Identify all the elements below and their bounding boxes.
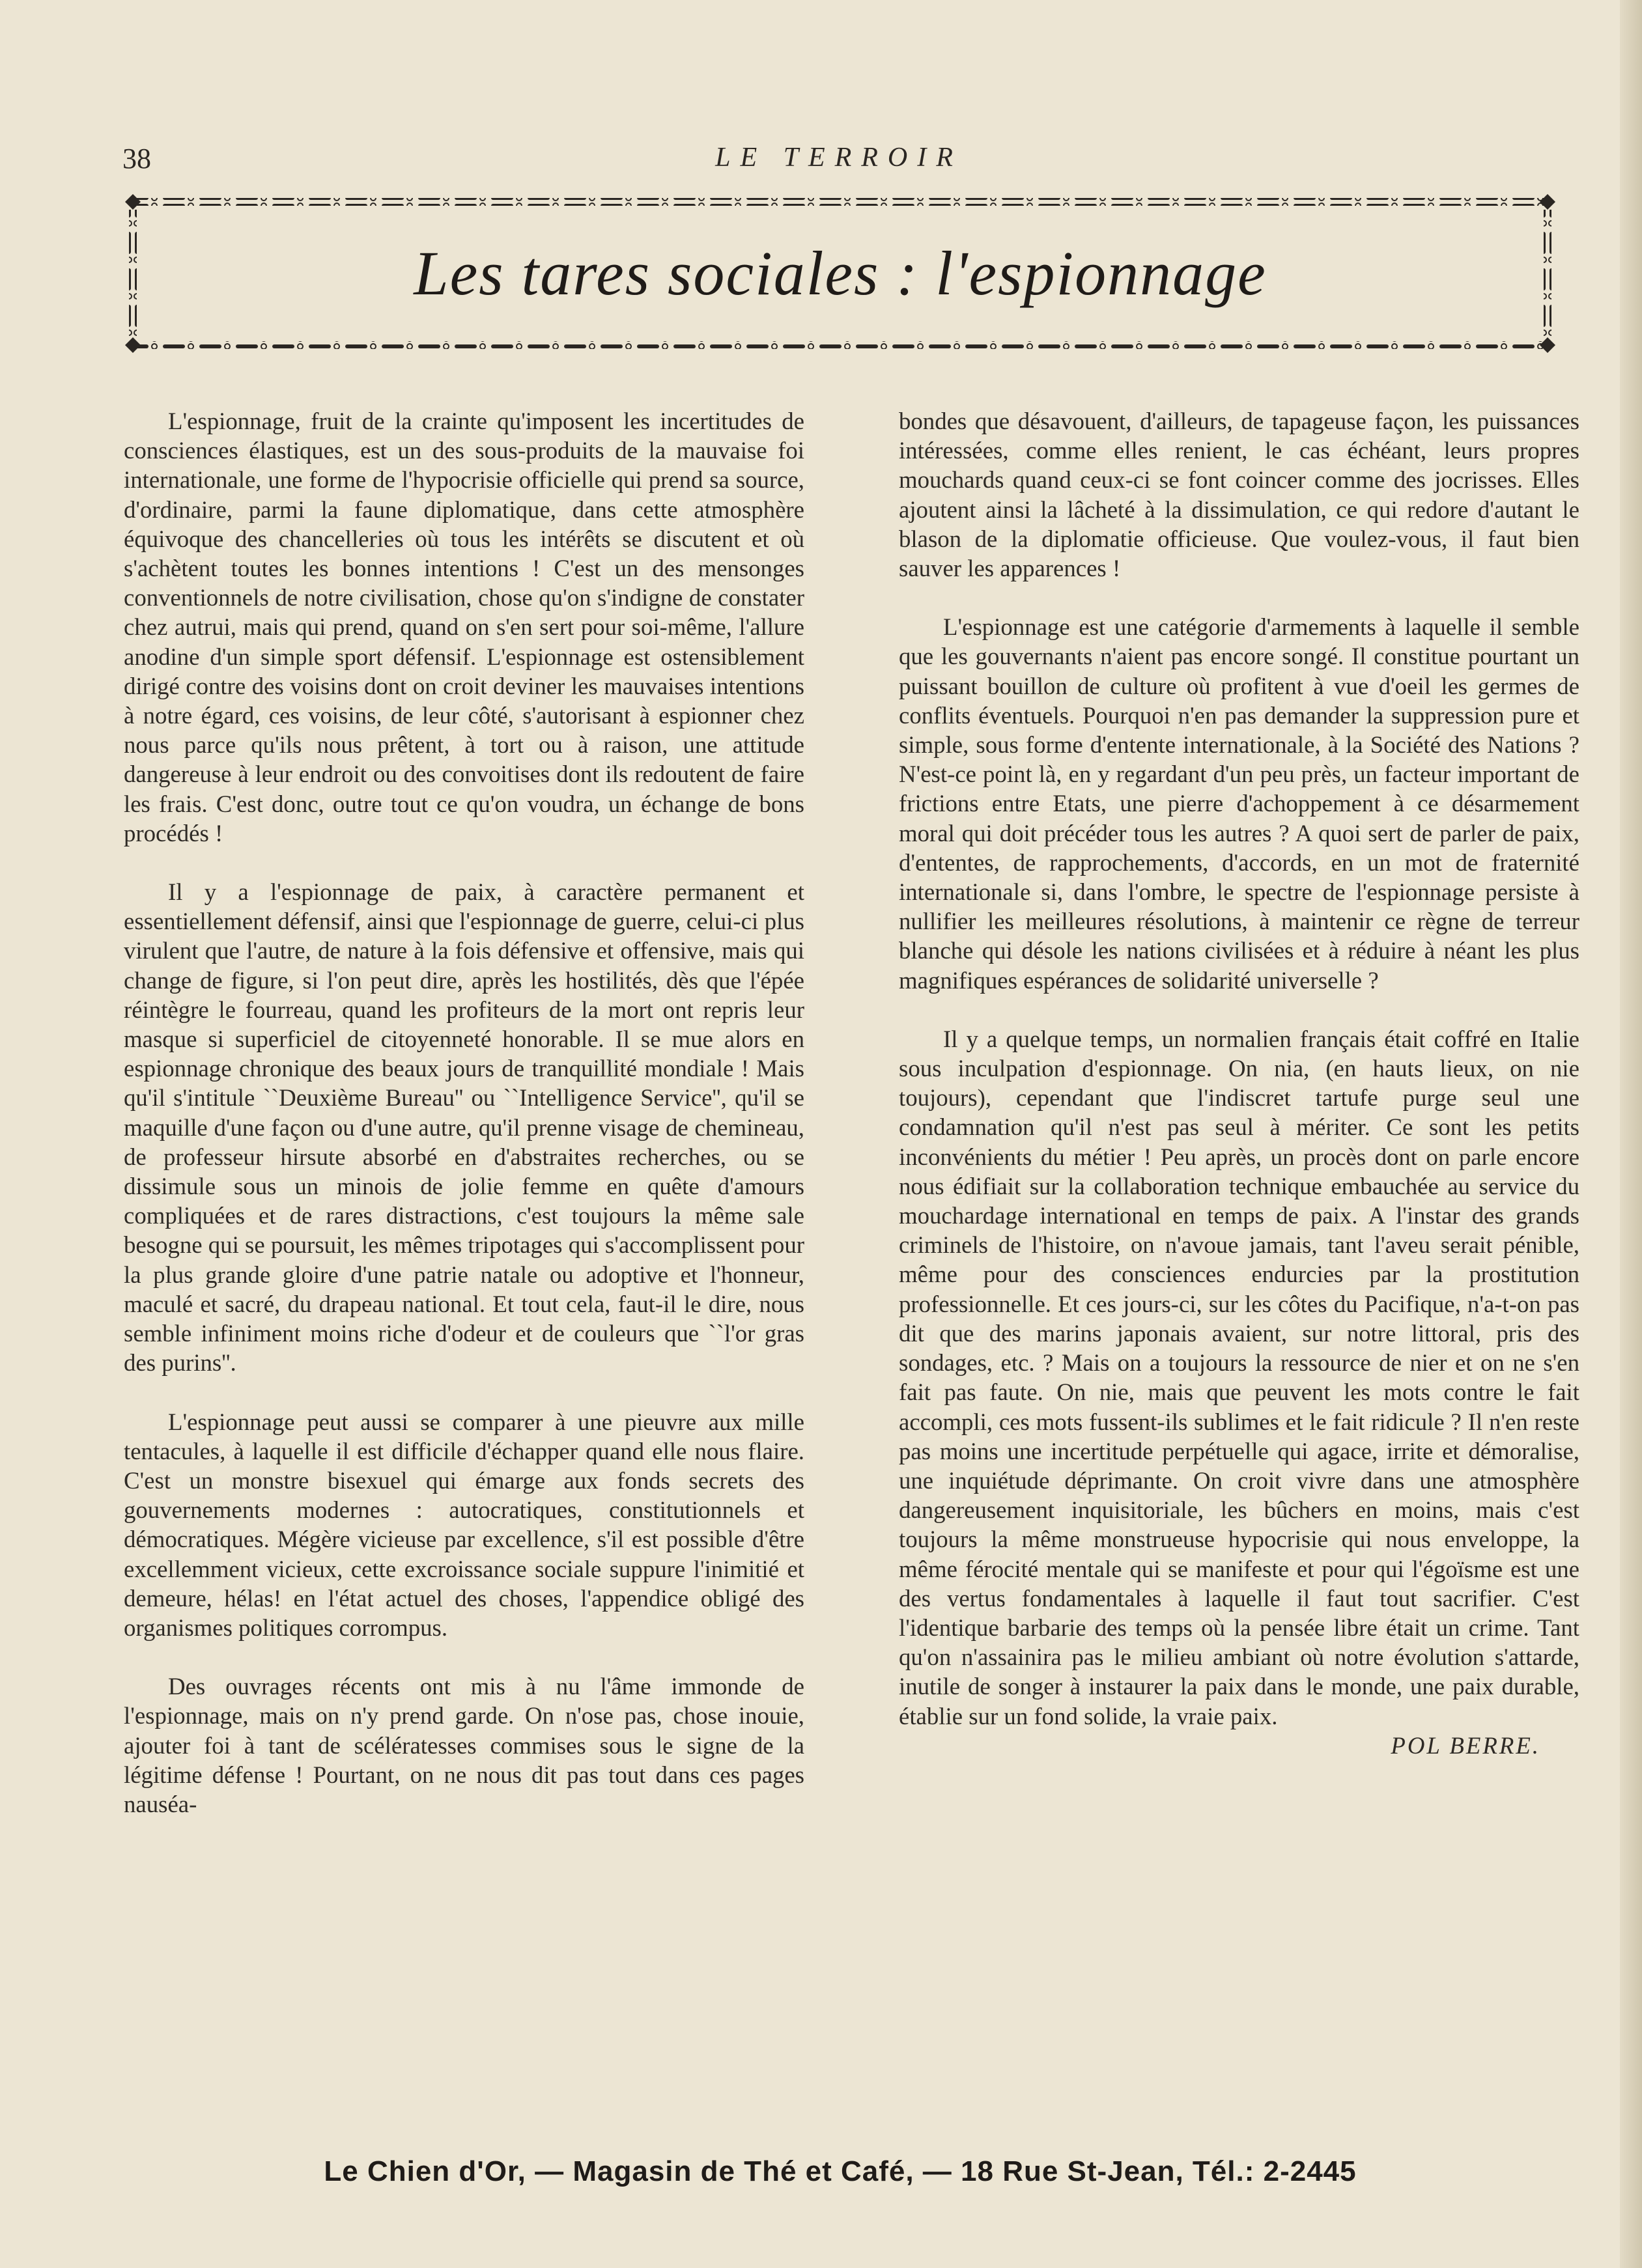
paragraph: Il y a l'espionnage de paix, à caractère permanent et essentiellement défensif, ainsi que l'espionnage de guerre, celui-ci plus virulent que l'autre, de nature à la fois défensive et offensive, mais qui change de figure, si l'on peut dire, après les hostilités, dès que l'épée réintègre le fourreau, quand les profiteurs de la mort ont repris leur masque si superficiel de citoyenneté honorable. Il se mue alors en espionnage chronique des beaux jours de tranquillité mondiale ! Mais qu'il s'intitule ``Deuxième Bureau'' ou ``Intelligence Service'', qu'il se maquille d'une façon ou d'une autre, qu'il prenne visage de chemineau, de professeur hirsute absorbé en d'abstraites recherches, ou se dissimule sous un minois de jolie femme en quête d'amours compliquées et de rares distractions, c'est toujours la même sale besogne qui se poursuit, les mêmes tripotages qui s'accomplissent pour la plus grande gloire d'une patrie natale ou adoptive et l'honneur, maculé et sacré, du drapeau national. Et tout cela, faut-il le dire, nous semble infiniment moins riche d'odeur et de couleurs que ``l'or gras des purins''. xyxy=(124,878,804,1377)
right-column xyxy=(899,406,1579,1760)
corner-ornament-tl xyxy=(125,194,141,210)
author-signature: POL BERRE. xyxy=(1391,1731,1540,1759)
running-header xyxy=(122,142,1555,181)
paragraph: L'espionnage peut aussi se comparer à une pieuvre aux mille tentacules, à laquelle il est difficile d'échapper quand elle nous flaire. C'est un monstre bisexuel qui émarge aux fonds secrets des gouvernements modernes : autocratiques, constitutionnels et démocratiques. Mégère vicieuse par excellence, s'il est possible d'être excellemment vicieux, cette excroissance sociale suppure l'inimitié et demeure, hélas! en l'état actuel des choses, l'appendice obligé des organismes politiques corrompus. xyxy=(124,1408,804,1641)
page-edge xyxy=(1620,0,1642,2268)
title-frame xyxy=(125,194,1555,353)
page-number: 38 xyxy=(122,143,151,175)
paragraph: L'espionnage est une catégorie d'armements à laquelle il semble que les gouvernants n'aient pas encore songé. Il constitue pourtant un puissant bouillon de culture où profitent à vue d'oeil les germes de conflits éventuels. Pourquoi n'en pas demander la suppression pure et simple, sous forme d'entente internationale, à la Société des Nations ? N'est-ce point là, en y regardant d'un peu près, un facteur important de frictions entre Etats, une pierre d'achoppement à ce désarmement moral qui doit précéder tous les autres ? A quoi sert de parler de paix, d'ententes, de rapprochements, d'accords, en un mot de fraternité internationale si, dans l'ombre, le spectre de l'espionnage persiste à nullifier les meilleures résolutions, à maintenir ce règne de terreur blanche qui désole les nations civilisées et à réduire à néant les plus magnifiques espérances de solidarité universelle ? xyxy=(899,613,1579,994)
left-column xyxy=(124,406,804,1848)
footer-advertisement: Le Chien d'Or, — Magasin de Thé et Café, — 18 Rue St-Jean, Tél.: 2-2445 xyxy=(324,2155,1357,2187)
journal-title: LE TERROIR xyxy=(715,143,963,173)
corner-ornament-br xyxy=(1540,337,1555,353)
border-top xyxy=(134,198,1546,206)
corner-ornament-tr xyxy=(1540,194,1555,210)
paragraph: Des ouvrages récents ont mis à nu l'âme immonde de l'espionnage, mais on n'y prend garde. On n'ose pas, chose inouie, ajouter foi à tant de scélératesses commises sous le signe de la légitime défense ! Pourtant, on ne nous dit pas tout dans ces pages nauséa- xyxy=(124,1673,804,1817)
paragraph: Il y a quelque temps, un normalien français était coffré en Italie sous inculpation d'espionnage. On nia, (en hauts lieux, on nie toujours), cependant que l'indiscret tartufe purge seul une condamnation qu'il n'est pas seul à mériter. Ce sont les petits inconvénients du métier ! Peu après, un procès dont on parle encore nous édifiait sur la collaboration technique embauchée au service du mouchardage international en temps de paix. A l'instar des grands criminels de l'histoire, on n'avoue jamais, tant l'aveu serait pénible, même pour des consciences endurcies par la prostitution professionnelle. Et ces jours-ci, sur les côtes du Pacifique, n'a-t-on pas dit que des marins japonais avaient, sur notre littoral, pris des sondages, etc. ? Mais on a toujours la ressource de nier et on ne s'en fait pas faute. On nie, mais que peuvent les mots contre le fait accompli, ces mots fussent-ils sublimes et le fait ridicule ? Il n'en reste pas moins une incertitude perpétuelle qui agace, irrite et démoralise, une inquiétude déprimante. On croit vivre dans une atmosphère dangereusement inquisitoriale, les bûchers en moins, mais c'est toujours la même monstrueuse hypocrisie qui nous enveloppe, la même férocité mentale qui se manifeste et pour qui l'égoïsme est une des vertus fondamentales à laquelle il faut tout sacrifier. C'est l'identique barbarie des temps où la pensée libre était un crime. Tant qu'on n'assainira pas le milieu ambiant où notre évolution s'attarde, inutile de songer à instaurer la paix dans le monde, une paix durable, établie sur un fond solide, la vraie paix. xyxy=(899,1025,1579,1729)
article-title: Les tares sociales : l'espionnage xyxy=(414,238,1267,308)
border-bottom xyxy=(134,341,1546,349)
paragraph-continued: bondes que désavouent, d'ailleurs, de tapageuse façon, les puissances intéressées, comme elles renient, le cas échéant, leurs propres mouchards quand ceux-ci se font coincer comme des jocrisses. Elles ajoutent ainsi la lâcheté à la dissimulation, ce qui redore d'autant le blason de la diplomatie officieuse. Que voulez-vous, il faut bien sauver les apparences ! xyxy=(899,408,1579,582)
paragraph: L'espionnage, fruit de la crainte qu'imposent les incertitudes de consciences élastiques, est un des sous-produits de la mauvaise foi internationale, une forme de l'hypocrisie officielle qui prend sa source, d'ordinaire, parmi la faune diplomatique, dans cette atmosphère équivoque des chancelleries où tous les intérêts se discutent et où s'achètent toutes les bonnes intentions ! C'est un des mensonges conventionnels de notre civilisation, chose qu'on s'indigne de constater chez autrui, mais qui prend, quand on s'en sert pour soi-même, l'allure anodine d'un simple sport défensif. L'espionnage est ostensiblement dirigé contre des voisins dont on croit deviner les mauvaises intentions à notre égard, ces voisins, de leur côté, s'autorisant à espionner chez nous parce qu'ils nous prêtent, à tort ou à raison, une attitude dangereuse à leur endroit ou des convoitises dont ils redoutent de faire les frais. C'est donc, outre tout ce qu'on voudra, un échange de bons procédés ! xyxy=(124,408,804,847)
corner-ornament-bl xyxy=(125,337,141,353)
